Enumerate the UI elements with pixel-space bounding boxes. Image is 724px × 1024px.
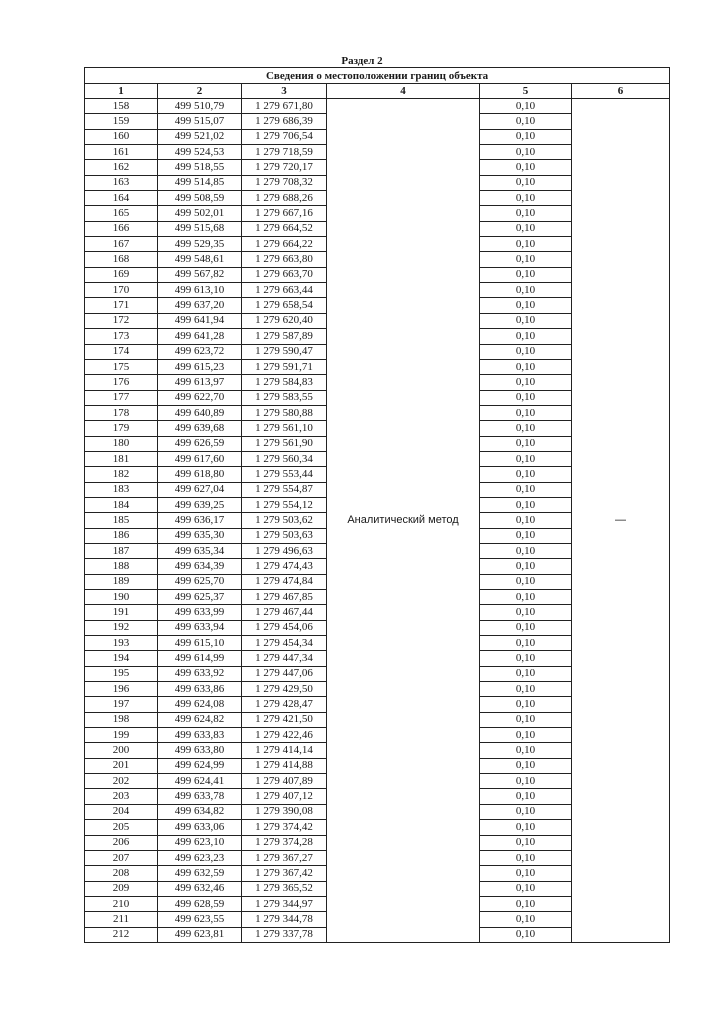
table-body [85, 99, 670, 943]
point-number: 161 [85, 145, 158, 160]
point-number: 169 [85, 267, 158, 282]
coordinate-y: 1 279 474,43 [242, 559, 327, 574]
coordinate-x: 499 623,55 [158, 912, 242, 927]
coordinate-y: 1 279 663,44 [242, 283, 327, 298]
coordinate-y: 1 279 414,14 [242, 743, 327, 758]
coordinate-y: 1 279 428,47 [242, 697, 327, 712]
point-number: 170 [85, 283, 158, 298]
boundary-coordinates-table [84, 67, 670, 943]
coordinate-x: 499 641,28 [158, 329, 242, 344]
coordinate-x: 499 624,41 [158, 774, 242, 789]
point-number: 205 [85, 820, 158, 835]
accuracy-value: 0,10 [480, 313, 572, 328]
coordinate-x: 499 623,10 [158, 835, 242, 850]
coordinate-y: 1 279 560,34 [242, 451, 327, 466]
point-number: 191 [85, 605, 158, 620]
coordinate-y: 1 279 583,55 [242, 390, 327, 405]
accuracy-value: 0,10 [480, 99, 572, 114]
coordinate-x: 499 514,85 [158, 175, 242, 190]
point-number: 159 [85, 114, 158, 129]
point-number: 203 [85, 789, 158, 804]
point-number: 178 [85, 405, 158, 420]
point-number: 194 [85, 651, 158, 666]
point-number: 158 [85, 99, 158, 114]
accuracy-value: 0,10 [480, 820, 572, 835]
section-title: Раздел 2 [341, 55, 383, 67]
coordinate-x: 499 615,23 [158, 359, 242, 374]
coordinate-y: 1 279 337,78 [242, 927, 327, 942]
point-number: 200 [85, 743, 158, 758]
point-number: 173 [85, 329, 158, 344]
point-number: 211 [85, 912, 158, 927]
accuracy-value: 0,10 [480, 528, 572, 543]
coordinate-x: 499 618,80 [158, 467, 242, 482]
column-header-3: 3 [242, 84, 327, 99]
point-number: 190 [85, 590, 158, 605]
point-number: 210 [85, 896, 158, 911]
coordinate-x: 499 617,60 [158, 451, 242, 466]
coordinate-x: 499 627,04 [158, 482, 242, 497]
coordinate-y: 1 279 467,85 [242, 590, 327, 605]
point-number: 193 [85, 636, 158, 651]
accuracy-value: 0,10 [480, 344, 572, 359]
coordinate-y: 1 279 422,46 [242, 728, 327, 743]
coordinate-y: 1 279 496,63 [242, 543, 327, 558]
accuracy-value: 0,10 [480, 651, 572, 666]
point-number: 162 [85, 160, 158, 175]
accuracy-value: 0,10 [480, 283, 572, 298]
coordinate-y: 1 279 344,97 [242, 896, 327, 911]
coordinate-y: 1 279 374,28 [242, 835, 327, 850]
accuracy-value: 0,10 [480, 175, 572, 190]
point-number: 206 [85, 835, 158, 850]
coordinate-x: 499 632,46 [158, 881, 242, 896]
coordinate-y: 1 279 706,54 [242, 129, 327, 144]
coordinate-x: 499 613,97 [158, 375, 242, 390]
coordinate-x: 499 614,99 [158, 651, 242, 666]
accuracy-value: 0,10 [480, 543, 572, 558]
point-number: 189 [85, 574, 158, 589]
point-number: 167 [85, 237, 158, 252]
coordinate-x: 499 529,35 [158, 237, 242, 252]
point-number: 202 [85, 774, 158, 789]
coordinate-x: 499 632,59 [158, 866, 242, 881]
coordinate-y: 1 279 374,42 [242, 820, 327, 835]
coordinate-x: 499 622,70 [158, 390, 242, 405]
accuracy-value: 0,10 [480, 804, 572, 819]
accuracy-value: 0,10 [480, 896, 572, 911]
coordinate-x: 499 624,99 [158, 758, 242, 773]
coordinate-y: 1 279 663,80 [242, 252, 327, 267]
accuracy-value: 0,10 [480, 850, 572, 865]
accuracy-value: 0,10 [480, 774, 572, 789]
coordinate-y: 1 279 407,89 [242, 774, 327, 789]
accuracy-value: 0,10 [480, 758, 572, 773]
point-number: 176 [85, 375, 158, 390]
coordinate-y: 1 279 429,50 [242, 682, 327, 697]
coordinate-y: 1 279 708,32 [242, 175, 327, 190]
accuracy-value: 0,10 [480, 682, 572, 697]
coordinate-x: 499 633,78 [158, 789, 242, 804]
coordinate-x: 499 640,89 [158, 405, 242, 420]
coordinate-x: 499 625,37 [158, 590, 242, 605]
accuracy-value: 0,10 [480, 728, 572, 743]
accuracy-value: 0,10 [480, 390, 572, 405]
accuracy-value: 0,10 [480, 436, 572, 451]
coordinate-y: 1 279 671,80 [242, 99, 327, 114]
coordinate-y: 1 279 390,08 [242, 804, 327, 819]
coordinate-y: 1 279 584,83 [242, 375, 327, 390]
coordinate-x: 499 628,59 [158, 896, 242, 911]
coordinate-x: 499 623,23 [158, 850, 242, 865]
accuracy-value: 0,10 [480, 927, 572, 942]
point-number: 208 [85, 866, 158, 881]
point-number: 207 [85, 850, 158, 865]
method-cell: Аналитический метод [327, 99, 480, 943]
coordinate-x: 499 613,10 [158, 283, 242, 298]
point-number: 195 [85, 666, 158, 681]
point-number: 201 [85, 758, 158, 773]
point-number: 177 [85, 390, 158, 405]
coordinate-y: 1 279 720,17 [242, 160, 327, 175]
accuracy-value: 0,10 [480, 359, 572, 374]
coordinate-y: 1 279 414,88 [242, 758, 327, 773]
point-number: 212 [85, 927, 158, 942]
accuracy-value: 0,10 [480, 743, 572, 758]
accuracy-value: 0,10 [480, 497, 572, 512]
accuracy-value: 0,10 [480, 712, 572, 727]
coordinate-y: 1 279 421,50 [242, 712, 327, 727]
coordinate-y: 1 279 344,78 [242, 912, 327, 927]
point-number: 199 [85, 728, 158, 743]
coordinate-y: 1 279 467,44 [242, 605, 327, 620]
table-row [85, 99, 670, 114]
accuracy-value: 0,10 [480, 160, 572, 175]
coordinate-y: 1 279 503,63 [242, 528, 327, 543]
accuracy-value: 0,10 [480, 620, 572, 635]
coordinate-x: 499 633,86 [158, 682, 242, 697]
coordinate-y: 1 279 474,84 [242, 574, 327, 589]
point-number: 160 [85, 129, 158, 144]
accuracy-value: 0,10 [480, 605, 572, 620]
accuracy-value: 0,10 [480, 467, 572, 482]
coordinate-y: 1 279 580,88 [242, 405, 327, 420]
coordinate-x: 499 624,82 [158, 712, 242, 727]
point-number: 182 [85, 467, 158, 482]
column-header-4: 4 [327, 84, 480, 99]
accuracy-value: 0,10 [480, 375, 572, 390]
coordinate-x: 499 633,06 [158, 820, 242, 835]
coordinate-x: 499 524,53 [158, 145, 242, 160]
point-number: 209 [85, 881, 158, 896]
coordinate-x: 499 636,17 [158, 513, 242, 528]
table-caption: Сведения о местоположении границ объекта [85, 68, 670, 84]
point-number: 192 [85, 620, 158, 635]
accuracy-value: 0,10 [480, 237, 572, 252]
coordinate-y: 1 279 587,89 [242, 329, 327, 344]
accuracy-value: 0,10 [480, 912, 572, 927]
point-number: 163 [85, 175, 158, 190]
accuracy-value: 0,10 [480, 421, 572, 436]
accuracy-value: 0,10 [480, 636, 572, 651]
coordinate-y: 1 279 620,40 [242, 313, 327, 328]
coordinate-y: 1 279 561,10 [242, 421, 327, 436]
accuracy-value: 0,10 [480, 451, 572, 466]
point-number: 187 [85, 543, 158, 558]
coordinate-x: 499 641,94 [158, 313, 242, 328]
coordinate-x: 499 502,01 [158, 206, 242, 221]
coordinate-y: 1 279 591,71 [242, 359, 327, 374]
point-number: 172 [85, 313, 158, 328]
accuracy-value: 0,10 [480, 405, 572, 420]
coordinate-x: 499 623,72 [158, 344, 242, 359]
accuracy-value: 0,10 [480, 666, 572, 681]
coordinate-y: 1 279 667,16 [242, 206, 327, 221]
coordinate-x: 499 508,59 [158, 191, 242, 206]
accuracy-value: 0,10 [480, 267, 572, 282]
accuracy-value: 0,10 [480, 559, 572, 574]
point-number: 181 [85, 451, 158, 466]
column-header-2: 2 [158, 84, 242, 99]
coordinate-x: 499 515,07 [158, 114, 242, 129]
column-header-6: 6 [572, 84, 670, 99]
accuracy-value: 0,10 [480, 482, 572, 497]
accuracy-value: 0,10 [480, 252, 572, 267]
point-number: 183 [85, 482, 158, 497]
coordinate-y: 1 279 447,06 [242, 666, 327, 681]
accuracy-value: 0,10 [480, 866, 572, 881]
coordinate-x: 499 625,70 [158, 574, 242, 589]
accuracy-value: 0,10 [480, 114, 572, 129]
coordinate-y: 1 279 407,12 [242, 789, 327, 804]
coordinate-x: 499 510,79 [158, 99, 242, 114]
point-number: 186 [85, 528, 158, 543]
accuracy-value: 0,10 [480, 881, 572, 896]
coordinate-x: 499 637,20 [158, 298, 242, 313]
coordinate-y: 1 279 367,27 [242, 850, 327, 865]
coordinate-y: 1 279 554,12 [242, 497, 327, 512]
point-number: 180 [85, 436, 158, 451]
coordinate-y: 1 279 365,52 [242, 881, 327, 896]
accuracy-value: 0,10 [480, 835, 572, 850]
point-number: 166 [85, 221, 158, 236]
accuracy-value: 0,10 [480, 206, 572, 221]
column-header-5: 5 [480, 84, 572, 99]
point-number: 196 [85, 682, 158, 697]
coordinate-x: 499 639,68 [158, 421, 242, 436]
point-number: 188 [85, 559, 158, 574]
coordinate-y: 1 279 553,44 [242, 467, 327, 482]
coordinate-x: 499 633,94 [158, 620, 242, 635]
coordinate-y: 1 279 590,47 [242, 344, 327, 359]
column6-cell: — [572, 99, 670, 943]
point-number: 184 [85, 497, 158, 512]
point-number: 164 [85, 191, 158, 206]
point-number: 175 [85, 359, 158, 374]
accuracy-value: 0,10 [480, 145, 572, 160]
coordinate-y: 1 279 686,39 [242, 114, 327, 129]
point-number: 197 [85, 697, 158, 712]
accuracy-value: 0,10 [480, 574, 572, 589]
coordinate-y: 1 279 663,70 [242, 267, 327, 282]
coordinate-y: 1 279 664,52 [242, 221, 327, 236]
accuracy-value: 0,10 [480, 513, 572, 528]
accuracy-value: 0,10 [480, 298, 572, 313]
coordinate-y: 1 279 718,59 [242, 145, 327, 160]
point-number: 198 [85, 712, 158, 727]
coordinate-x: 499 521,02 [158, 129, 242, 144]
accuracy-value: 0,10 [480, 590, 572, 605]
coordinate-x: 499 518,55 [158, 160, 242, 175]
coordinate-x: 499 635,34 [158, 543, 242, 558]
coordinate-x: 499 624,08 [158, 697, 242, 712]
coordinate-y: 1 279 454,06 [242, 620, 327, 635]
coordinate-y: 1 279 503,62 [242, 513, 327, 528]
point-number: 171 [85, 298, 158, 313]
coordinate-x: 499 633,83 [158, 728, 242, 743]
coordinate-x: 499 633,99 [158, 605, 242, 620]
accuracy-value: 0,10 [480, 221, 572, 236]
coordinate-y: 1 279 447,34 [242, 651, 327, 666]
accuracy-value: 0,10 [480, 129, 572, 144]
coordinate-x: 499 634,82 [158, 804, 242, 819]
point-number: 168 [85, 252, 158, 267]
accuracy-value: 0,10 [480, 329, 572, 344]
coordinate-x: 499 633,80 [158, 743, 242, 758]
coordinate-y: 1 279 658,54 [242, 298, 327, 313]
accuracy-value: 0,10 [480, 191, 572, 206]
coordinate-x: 499 626,59 [158, 436, 242, 451]
accuracy-value: 0,10 [480, 697, 572, 712]
coordinate-y: 1 279 454,34 [242, 636, 327, 651]
coordinate-y: 1 279 664,22 [242, 237, 327, 252]
coordinate-y: 1 279 561,90 [242, 436, 327, 451]
coordinate-x: 499 635,30 [158, 528, 242, 543]
accuracy-value: 0,10 [480, 789, 572, 804]
point-number: 174 [85, 344, 158, 359]
coordinate-y: 1 279 688,26 [242, 191, 327, 206]
coordinate-x: 499 639,25 [158, 497, 242, 512]
coordinate-x: 499 634,39 [158, 559, 242, 574]
point-number: 204 [85, 804, 158, 819]
point-number: 165 [85, 206, 158, 221]
coordinate-y: 1 279 367,42 [242, 866, 327, 881]
point-number: 185 [85, 513, 158, 528]
coordinate-x: 499 548,61 [158, 252, 242, 267]
coordinate-x: 499 567,82 [158, 267, 242, 282]
point-number: 179 [85, 421, 158, 436]
column-header-1: 1 [85, 84, 158, 99]
coordinate-x: 499 633,92 [158, 666, 242, 681]
coordinate-x: 499 615,10 [158, 636, 242, 651]
coordinate-x: 499 623,81 [158, 927, 242, 942]
coordinate-y: 1 279 554,87 [242, 482, 327, 497]
coordinate-x: 499 515,68 [158, 221, 242, 236]
